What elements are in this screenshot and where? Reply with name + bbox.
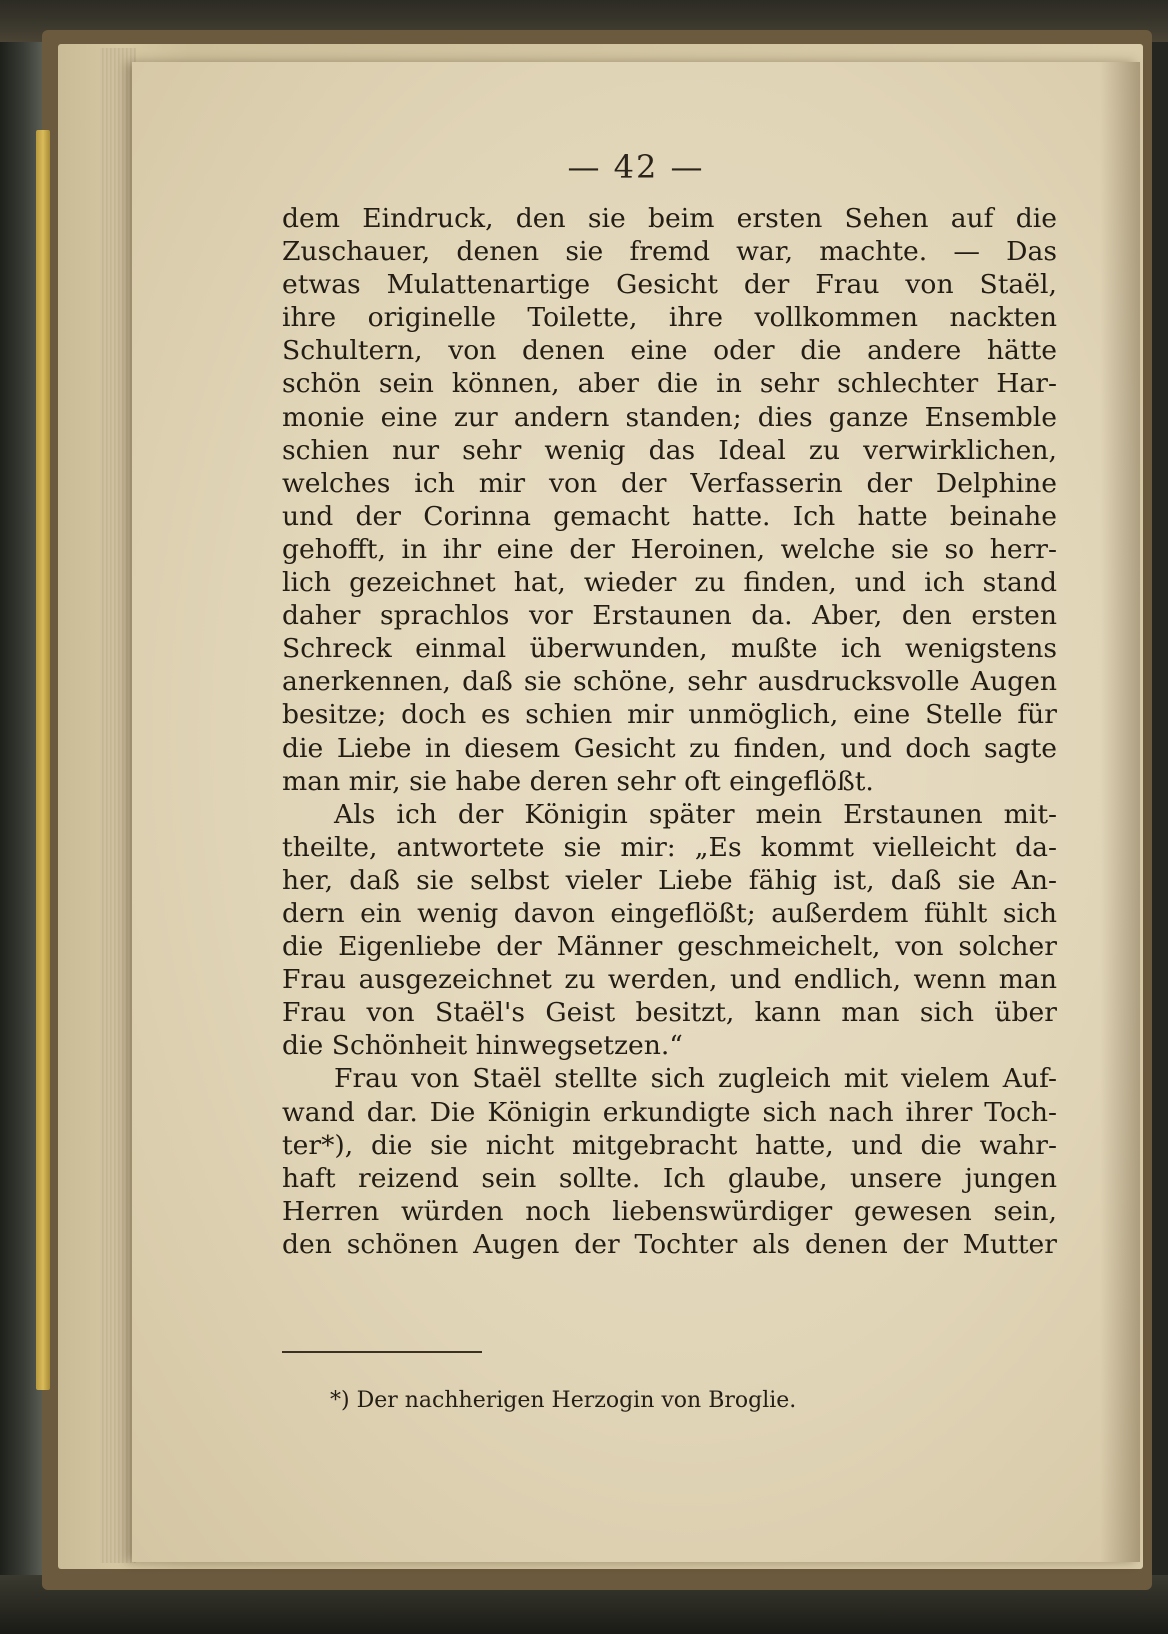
paragraph-end-line: die Schönheit hinwegsetzen.“: [282, 1030, 683, 1062]
text-line: wand dar. Die Königin erkundigte sich nach ihrer Toch-: [282, 1096, 1057, 1128]
text-line: anerkennen, daß sie schöne, sehr ausdrucksvolle Augen: [282, 666, 1057, 698]
text-line: haft reizend sein sollte. Ich glaube, unsere jungen: [282, 1162, 1057, 1194]
footnote-divider: [282, 1351, 482, 1353]
page-edge-strip: [36, 130, 50, 1390]
footnote: *) Der nachherigen Herzogin von Broglie.: [330, 1388, 797, 1413]
text-line: Frau von Staël's Geist besitzt, kann man sich über: [282, 997, 1057, 1029]
text-line: und der Corinna gemacht hatte. Ich hatte beinahe: [282, 500, 1057, 532]
text-line: besitze; doch es schien mir unmöglich, eine Stelle für: [282, 699, 1057, 731]
page-number: — 42 —: [567, 148, 705, 186]
text-line: den schönen Augen der Tochter als denen der Mutter: [282, 1228, 1057, 1260]
text-line: welches ich mir von der Verfasserin der Delphine: [282, 467, 1057, 499]
page-shadow: [1100, 62, 1140, 1562]
text-line: schön sein können, aber die in sehr schlechter Har-: [282, 368, 1057, 400]
text-line: ter*), die sie nicht mitgebracht hatte, und die wahr-: [282, 1129, 1057, 1161]
text-line: die Liebe in diesem Gesicht zu finden, und doch sagte: [282, 732, 1057, 764]
paragraph-start-line: Frau von Staël stellte sich zugleich mit vielem Auf-: [334, 1063, 1057, 1095]
text-line: gehofft, in ihr eine der Heroinen, welche sie so herr-: [282, 533, 1057, 565]
page-edges: [100, 48, 136, 1563]
text-line: Schreck einmal überwunden, mußte ich wenigstens: [282, 633, 1057, 665]
text-line: monie eine zur andern standen; dies ganze Ensemble: [282, 401, 1057, 433]
text-line: theilte, antwortete sie mir: „Es kommt vielleicht da-: [282, 831, 1057, 863]
text-line: dem Eindruck, den sie beim ersten Sehen auf die: [282, 203, 1057, 234]
text-line: etwas Mulattenartige Gesicht der Frau von Staël,: [282, 269, 1057, 301]
book-page: [132, 62, 1140, 1562]
body-text: [282, 202, 1057, 1261]
text-line: Herren würden noch liebenswürdiger gewesen sein,: [282, 1195, 1057, 1227]
text-line: Zuschauer, denen sie fremd war, machte. — Das: [282, 236, 1057, 268]
paragraph-start-line: Als ich der Königin später mein Erstaunen mit-: [334, 798, 1057, 830]
paragraph-end-line: man mir, sie habe deren sehr oft eingeflößt.: [282, 765, 874, 797]
text-line: schien nur sehr wenig das Ideal zu verwirklichen,: [282, 434, 1057, 466]
text-line: her, daß sie selbst vieler Liebe fähig ist, daß sie An-: [282, 864, 1057, 896]
text-line: dern ein wenig davon eingeflößt; außerdem fühlt sich: [282, 897, 1057, 929]
text-line: lich gezeichnet hat, wieder zu finden, und ich stand: [282, 567, 1057, 599]
text-line: die Eigenliebe der Männer geschmeichelt, von solcher: [282, 931, 1057, 963]
text-line: ihre originelle Toilette, ihre vollkommen nackten: [282, 302, 1057, 334]
text-line: Frau ausgezeichnet zu werden, und endlich, wenn man: [282, 964, 1057, 996]
text-line: daher sprachlos vor Erstaunen da. Aber, den ersten: [282, 600, 1057, 632]
text-line: Schultern, von denen eine oder die andere hätte: [282, 335, 1057, 367]
